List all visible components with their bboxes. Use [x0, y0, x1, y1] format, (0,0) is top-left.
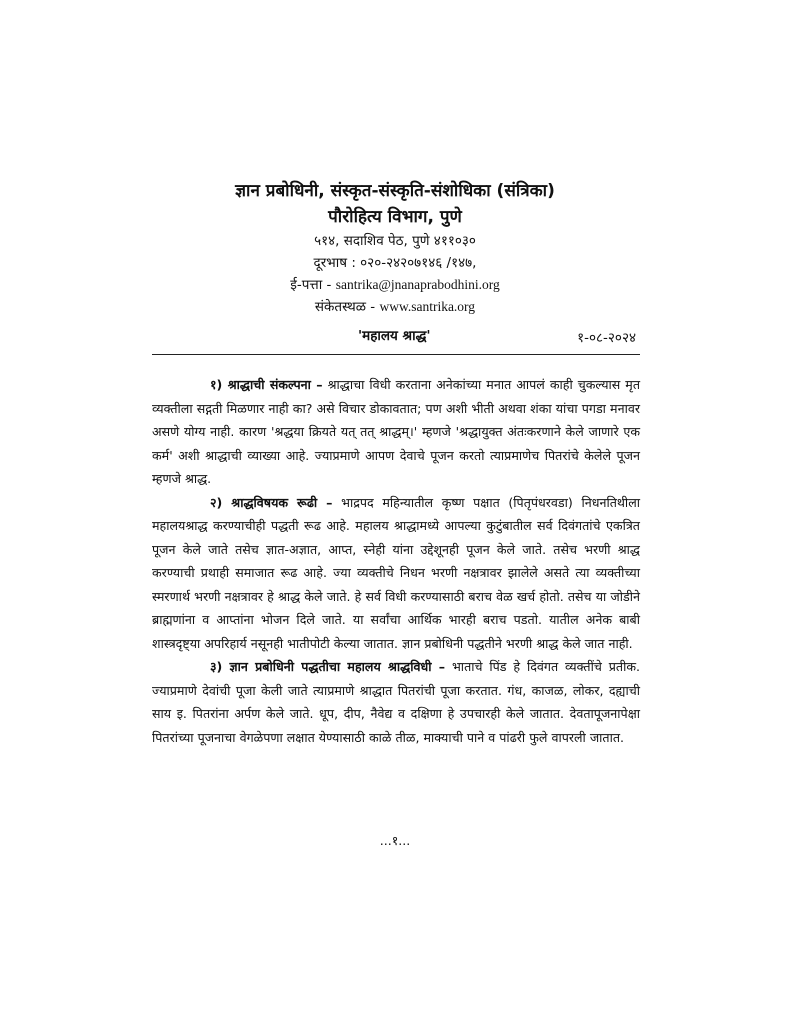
email-label: ई-पत्ता - [290, 277, 332, 293]
email-link[interactable]: santrika@jnanaprabodhini.org [335, 277, 500, 292]
website-link[interactable]: www.santrika.org [379, 299, 476, 314]
subject-title: 'महालय श्राद्ध' [358, 328, 431, 344]
address: ५१४, सदाशिव पेठ, पुणे ४११०३० [314, 233, 476, 249]
paragraph-text: भाद्रपद महिन्यातील कृष्ण पक्षात (पितृपंधरवडा) निधनतिथीला महालयश्राद्ध करण्याचीही पद्धती रूढ आहे. महालय श्राद्धामध्ये आपल्या कुटुंबातील सर्व दिवंगतांचे एकत्रित पूजन केले जाते तसेच ज्ञात-अज्ञात, आप्त, स्नेही यांना उद्देशूनही पूजन केले जाते. तसेच भरणी श्राद्ध करण्याची प्रथाही समाजात रूढ आहे. ज्या व्यक्तीचे निधन भरणी नक्षत्रावर झालेले असते त्या व्यक्तीच्या स्मरणार्थ भरणी नक्षत्रावर हे श्राद्ध केले जाते. हे सर्व विधी करण्यासाठी बराच वेळ खर्च होतो. तसेच या जोडीने ब्राह्मणांना व आप्तांना भोजन दिले जाते. या सर्वांचा आर्थिक भारही बराच पडतो. यातील अनेक बाबी शास्त्रदृष्ट्या अपरिहार्य नसूनही भातीपोटी केल्या जातात. ज्ञान प्रबोधिनी पद्धतीने भरणी श्राद्ध केले जात नाही. [152, 494, 640, 651]
document-body [152, 373, 640, 749]
paragraph-text: भाताचे पिंड हे दिवंगत व्यक्तींचे प्रतीक. ज्याप्रमाणे देवांची पूजा केली जाते त्याप्रमाणे श्राद्धात पितरांची पूजा करतात. गंध, काजळ, लोकर, दह्याची साय इ. पितरांना अर्पण केले जाते. धूप, दीप, नैवेद्य व दक्षिणा हे उपचारही केले जातात. देवतापूजनापेक्षा पितरांच्या पूजनाचा वेगळेपणा लक्षात येण्यासाठी काळे तीळ, माक्याची पाने व पांढरी फुले वापरली जातात. [152, 659, 641, 745]
paragraph-concept [152, 373, 640, 491]
paragraph-text: श्राद्धाचा विधी करताना अनेकांच्या मनात आपलं काही चुकल्यास मृत व्यक्तीला सद्गती मिळणार नाही का? असे विचार डोकावतात; पण अशी भीती अथवा शंका यांचा पगडा मनावर असणे योग्य नाही. कारण 'श्रद्धया क्रियते यत् तत् श्राद्धम्।' म्हणजे 'श्रद्धायुक्त अंतःकरणाने केले जाणारे एक कर्म' अशी श्राद्धाची व्याख्या आहे. ज्याप्रमाणे आपण देवाचे पूजन करतो त्याप्रमाणेच पितरांचे केलेले पूजन म्हणजे श्राद्ध. [152, 377, 640, 486]
email-line [150, 274, 640, 296]
letterhead [150, 178, 640, 318]
paragraph-heading: १) श्राद्धाची संकल्पना – [210, 377, 323, 392]
paragraph-ritual [152, 655, 640, 749]
header-divider [152, 354, 640, 355]
document-date: १-०८-२०२४ [577, 330, 636, 346]
website-label: संकेतस्थळ - [314, 299, 376, 315]
website-line [150, 296, 640, 318]
page-number: ...१... [379, 833, 411, 848]
phone: दूरभाष : ०२०-२४२०७१४६ /१४७, [313, 255, 477, 271]
paragraph-heading: २) श्राद्धविषयक रूढी – [210, 494, 333, 510]
department-name: पौरोहित्य विभाग, पुणे [328, 207, 462, 227]
organization-name: ज्ञान प्रबोधिनी, संस्कृत-संस्कृति-संशोधिका (संत्रिका) [235, 181, 555, 201]
subject-row [200, 326, 640, 350]
paragraph-customs [152, 491, 640, 656]
paragraph-heading: ३) ज्ञान प्रबोधिनी पद्धतीचा महालय श्राद्धविधी – [210, 659, 446, 674]
